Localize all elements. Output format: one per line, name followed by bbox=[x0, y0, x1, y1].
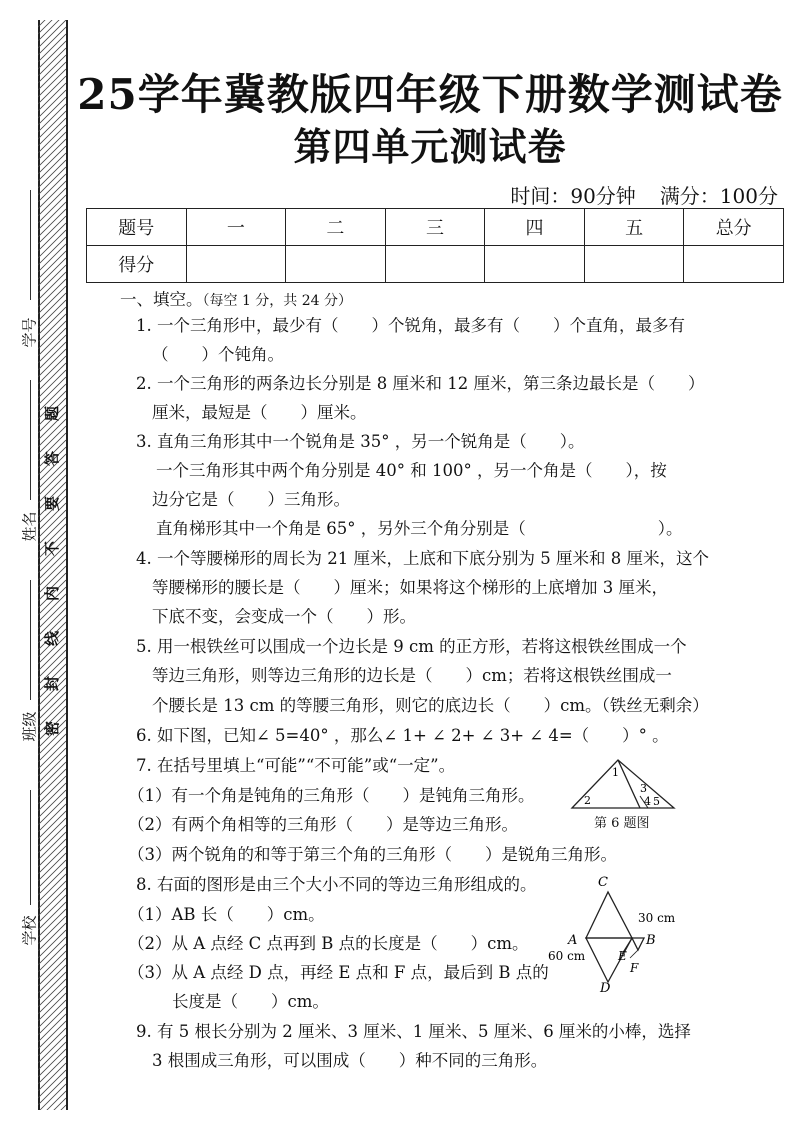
hatch-line bbox=[38, 216, 66, 244]
fig6-label: 5 bbox=[653, 795, 660, 808]
question-7-item-2: （2）有两个角相等的三角形（ ）是等边三角形。 bbox=[128, 815, 518, 834]
hatch-line bbox=[38, 223, 66, 251]
score-entry-cell[interactable] bbox=[186, 246, 286, 283]
name-blank bbox=[30, 380, 31, 500]
score-entry-cell[interactable] bbox=[286, 246, 386, 283]
hatch-line bbox=[38, 846, 66, 874]
time-limit: 时间：90分钟 bbox=[510, 184, 636, 208]
hatch-line bbox=[38, 559, 66, 587]
score-table-cell: 二 bbox=[286, 209, 386, 246]
class-blank bbox=[30, 580, 31, 700]
hatch-line bbox=[38, 832, 66, 860]
score-table-cell: 得分 bbox=[87, 246, 187, 283]
hatch-line bbox=[38, 1042, 66, 1070]
hatch-line bbox=[38, 118, 66, 146]
question-1-line-1: 1. 一个三角形中，最少有（ ）个锐角，最多有（ ）个直角，最多有 bbox=[136, 316, 685, 335]
hatch-line bbox=[38, 209, 66, 237]
section-heading bbox=[120, 286, 352, 310]
hatch-line bbox=[38, 902, 66, 930]
question-4-line-1: 4. 一个等腰梯形的周长为 21 厘米，上底和下底分别为 5 厘米和 8 厘米，这个 bbox=[136, 549, 709, 568]
fig6-label: 1 bbox=[612, 766, 619, 779]
hatch-line bbox=[38, 797, 66, 825]
hatch-line bbox=[38, 734, 66, 762]
hatch-line bbox=[38, 132, 66, 160]
margin-line-inner bbox=[66, 20, 68, 1110]
hatch-line bbox=[38, 97, 66, 125]
hatch-line bbox=[38, 1021, 66, 1049]
fig8-point-label: F bbox=[630, 961, 639, 975]
hatch-line bbox=[38, 986, 66, 1014]
hatch-line bbox=[38, 965, 66, 993]
score-entry-cell[interactable] bbox=[684, 246, 784, 283]
hatch-line bbox=[38, 279, 66, 307]
score-table-cell: 题号 bbox=[87, 209, 187, 246]
hatch-line bbox=[38, 27, 66, 55]
fig8-point-label: A bbox=[568, 933, 578, 948]
seal-char: 要 bbox=[43, 495, 62, 512]
seal-char: 内 bbox=[43, 585, 62, 602]
hatch-line bbox=[38, 174, 66, 202]
question-7-item-1: （1）有一个角是钝角的三角形（ ）是钝角三角形。 bbox=[128, 786, 535, 805]
score-entry-cell[interactable] bbox=[385, 246, 485, 283]
score-table-cell: 三 bbox=[385, 209, 485, 246]
hatch-line bbox=[38, 181, 66, 209]
hatch-line bbox=[38, 839, 66, 867]
question-1-line-2: （ ）个钝角。 bbox=[152, 345, 284, 364]
hatch-line bbox=[38, 510, 66, 538]
hatch-line bbox=[38, 937, 66, 965]
score-table-cell: 一 bbox=[186, 209, 286, 246]
question-2-line-2: 厘米，最短是（ ）厘米。 bbox=[152, 403, 367, 422]
seal-char: 题 bbox=[43, 405, 62, 422]
fig6-label: 4 bbox=[644, 795, 651, 808]
hatch-line bbox=[38, 244, 66, 272]
hatch-line bbox=[38, 692, 66, 720]
full-score: 满分：100分 bbox=[659, 184, 778, 208]
hatch-line bbox=[38, 286, 66, 314]
fig6-label: 3 bbox=[640, 782, 647, 795]
hatch-line bbox=[38, 874, 66, 902]
fig8-length-label: 30 cm bbox=[638, 911, 676, 925]
hatch-line bbox=[38, 20, 66, 27]
seal-char: 线 bbox=[43, 630, 62, 647]
hatch-line bbox=[38, 426, 66, 454]
hatch-line bbox=[38, 1035, 66, 1063]
score-table-cell: 四 bbox=[485, 209, 585, 246]
question-9-line-1: 9. 有 5 根长分别为 2 厘米、3 厘米、1 厘米、5 厘米、6 厘米的小棒，选择 bbox=[136, 1022, 691, 1041]
hatch-line bbox=[38, 853, 66, 881]
hatch-line bbox=[38, 370, 66, 398]
hatch-line bbox=[38, 741, 66, 769]
section-note: （每空 1 分，共 24 分） bbox=[202, 293, 353, 309]
hatch-line bbox=[38, 1028, 66, 1056]
question-3-line-1: 3. 直角三角形其中一个锐角是 35° ，另一个锐角是（ ）。 bbox=[136, 432, 585, 451]
question-7-item-3: （3）两个锐角的和等于第三个角的三角形（ ）是锐角三角形。 bbox=[128, 845, 617, 864]
hatch-line bbox=[38, 1007, 66, 1035]
hatch-line bbox=[38, 972, 66, 1000]
hatch-line bbox=[38, 265, 66, 293]
fig8-point-label: C bbox=[598, 875, 608, 890]
question-8-item-3-line-1: （3）从 A 点经 D 点，再经 E 点和 F 点，最后到 B 点的 bbox=[128, 963, 549, 982]
fig6-label: 2 bbox=[584, 794, 591, 807]
hatch-line bbox=[38, 167, 66, 195]
question-9-line-2: 3 根围成三角形，可以围成（ ）种不同的三角形。 bbox=[152, 1051, 548, 1070]
hatch-line bbox=[38, 930, 66, 958]
hatch-line bbox=[38, 202, 66, 230]
hatch-line bbox=[38, 881, 66, 909]
exam-title: 25学年冀教版四年级下册数学测试卷 bbox=[77, 70, 783, 119]
question-8-item-3-line-2: 长度是（ ）cm。 bbox=[172, 992, 329, 1011]
question-2-line-1: 2. 一个三角形的两条边长分别是 8 厘米和 12 厘米，第三条边最长是（ ） bbox=[136, 374, 705, 393]
time-score-info bbox=[510, 180, 778, 209]
hatch-line bbox=[38, 776, 66, 804]
hatch-line bbox=[38, 349, 66, 377]
question-8-item-1: （1）AB 长（ ）cm。 bbox=[128, 905, 325, 924]
fig8-small-triangle bbox=[632, 938, 644, 950]
section-title: 一、填空。 bbox=[120, 290, 203, 309]
hatch-line bbox=[38, 342, 66, 370]
hatch-line bbox=[38, 650, 66, 678]
hatch-line bbox=[38, 867, 66, 895]
hatch-line bbox=[38, 1077, 66, 1105]
hatch-line bbox=[38, 62, 66, 90]
hatch-line bbox=[38, 916, 66, 944]
question-8-item-2: （2）从 A 点经 C 点再到 B 点的长度是（ ）cm。 bbox=[128, 934, 529, 953]
hatch-line bbox=[38, 923, 66, 951]
school-blank bbox=[30, 790, 31, 905]
hatch-line bbox=[38, 356, 66, 384]
school-label: 学校 bbox=[20, 915, 39, 946]
hatch-line bbox=[38, 552, 66, 580]
hatch-line bbox=[38, 1049, 66, 1077]
hatch-line bbox=[38, 237, 66, 265]
score-table-cell: 五 bbox=[584, 209, 684, 246]
hatch-line bbox=[38, 48, 66, 76]
question-6: 6. 如下图，已知∠ 5=40° ，那么∠ 1+ ∠ 2+ ∠ 3+ ∠ 4=（ ）° 。 bbox=[136, 726, 669, 745]
hatch-line bbox=[38, 251, 66, 279]
hatch-line bbox=[38, 1084, 66, 1110]
hatch-line bbox=[38, 1056, 66, 1084]
question-3-line-4: 直角梯形其中一个角是 65° ，另外三个角分别是（ ）。 bbox=[156, 519, 683, 538]
question-5-line-2: 等边三角形，则等边三角形的边长是（ ）cm；若将这根铁丝围成一 bbox=[152, 666, 672, 685]
hatch-line bbox=[38, 335, 66, 363]
hatch-line bbox=[38, 783, 66, 811]
hatch-line bbox=[38, 958, 66, 986]
hatch-line bbox=[38, 993, 66, 1021]
fig8-big-triangle bbox=[586, 892, 632, 938]
question-3-line-3: 边分它是（ ）三角形。 bbox=[152, 490, 350, 509]
hatch-line bbox=[38, 468, 66, 496]
score-table-cell: 总分 bbox=[684, 209, 784, 246]
hatch-line bbox=[38, 825, 66, 853]
question-4-line-3: 下底不变，会变成一个（ ）形。 bbox=[152, 607, 416, 626]
hatch-line bbox=[38, 258, 66, 286]
hatch-line bbox=[38, 125, 66, 153]
hatch-line bbox=[38, 328, 66, 356]
hatch-line bbox=[38, 230, 66, 258]
figure-q8 bbox=[546, 874, 682, 996]
hatch-line bbox=[38, 90, 66, 118]
hatch-line bbox=[38, 601, 66, 629]
hatch-line bbox=[38, 1070, 66, 1098]
hatch-line bbox=[38, 314, 66, 342]
hatch-line bbox=[38, 804, 66, 832]
hatch-line bbox=[38, 1063, 66, 1091]
hatch-line bbox=[38, 363, 66, 391]
exam-subtitle: 第四单元测试卷 bbox=[293, 124, 567, 169]
hatch-line bbox=[38, 153, 66, 181]
seal-char: 密 bbox=[43, 720, 62, 737]
seal-char: 不 bbox=[43, 540, 62, 557]
hatch-line bbox=[38, 951, 66, 979]
hatch-line bbox=[38, 895, 66, 923]
hatch-line bbox=[38, 944, 66, 972]
hatch-line bbox=[38, 34, 66, 62]
hatch-line bbox=[38, 307, 66, 335]
hatch-line bbox=[38, 272, 66, 300]
question-5-line-3: 个腰长是 13 cm 的等腰三角形，则它的底边长（ ）cm。（铁丝无剩余） bbox=[152, 696, 709, 715]
class-label: 班级 bbox=[20, 711, 39, 742]
hatch-line bbox=[38, 818, 66, 846]
hatch-line bbox=[38, 111, 66, 139]
hatch-line bbox=[38, 377, 66, 405]
fig8-point-label: E bbox=[618, 949, 627, 963]
hatch-line bbox=[38, 146, 66, 174]
fig6-inner-line bbox=[618, 760, 640, 808]
hatch-line bbox=[38, 762, 66, 790]
hatch-line bbox=[38, 20, 66, 48]
hatch-line bbox=[38, 321, 66, 349]
hatch-line bbox=[38, 790, 66, 818]
fig8-f-pointer bbox=[630, 950, 638, 958]
question-5-line-1: 5. 用一根铁丝可以围成一个边长是 9 cm 的正方形，若将这根铁丝围成一个 bbox=[136, 637, 687, 656]
question-3-line-2: 一个三角形其中两个角分别是 40° 和 100° ，另一个角是（ ），按 bbox=[156, 461, 667, 480]
hatch-line bbox=[38, 55, 66, 83]
hatch-line bbox=[38, 41, 66, 69]
score-entry-cell[interactable] bbox=[584, 246, 684, 283]
hatch-line bbox=[38, 888, 66, 916]
hatch-line bbox=[38, 979, 66, 1007]
question-4-line-2: 等腰梯形的腰长是（ ）厘米；如果将这个梯形的上底增加 3 厘米， bbox=[152, 578, 668, 597]
hatch-line bbox=[38, 1014, 66, 1042]
figure-q6 bbox=[568, 756, 680, 816]
hatch-line bbox=[38, 139, 66, 167]
score-table bbox=[86, 208, 784, 283]
score-entry-cell[interactable] bbox=[485, 246, 585, 283]
hatch-line bbox=[38, 643, 66, 671]
seal-char: 封 bbox=[43, 675, 62, 692]
seal-char: 答 bbox=[43, 450, 62, 467]
fig8-point-label: B bbox=[646, 933, 656, 948]
name-label: 姓名 bbox=[20, 511, 39, 542]
score-table-header-row bbox=[87, 209, 784, 246]
hatch-line bbox=[38, 755, 66, 783]
student-no-blank bbox=[30, 190, 31, 300]
student-no-label: 学号 bbox=[20, 317, 39, 348]
hatch-line bbox=[38, 811, 66, 839]
hatch-line bbox=[38, 160, 66, 188]
hatch-line bbox=[38, 909, 66, 937]
hatch-line bbox=[38, 83, 66, 111]
hatch-line bbox=[38, 1000, 66, 1028]
margin-hatch-pattern bbox=[38, 20, 66, 1110]
fig8-point-label: D bbox=[600, 981, 611, 996]
hatch-line bbox=[38, 69, 66, 97]
hatch-line bbox=[38, 769, 66, 797]
hatch-line bbox=[38, 188, 66, 216]
hatch-line bbox=[38, 419, 66, 447]
score-table-score-row bbox=[87, 246, 784, 283]
question-7: 7. 在括号里填上“可能”“不可能”或“一定”。 bbox=[136, 756, 456, 775]
hatch-line bbox=[38, 748, 66, 776]
hatch-line bbox=[38, 860, 66, 888]
question-8: 8. 右面的图形是由三个大小不同的等边三角形组成的。 bbox=[136, 875, 537, 894]
hatch-line bbox=[38, 300, 66, 328]
hatch-line bbox=[38, 76, 66, 104]
fig8-length-label: 60 cm bbox=[548, 949, 586, 963]
hatch-line bbox=[38, 195, 66, 223]
figure-q6-caption: 第 6 题图 bbox=[594, 816, 650, 831]
hatch-line bbox=[38, 293, 66, 321]
hatch-line bbox=[38, 104, 66, 132]
